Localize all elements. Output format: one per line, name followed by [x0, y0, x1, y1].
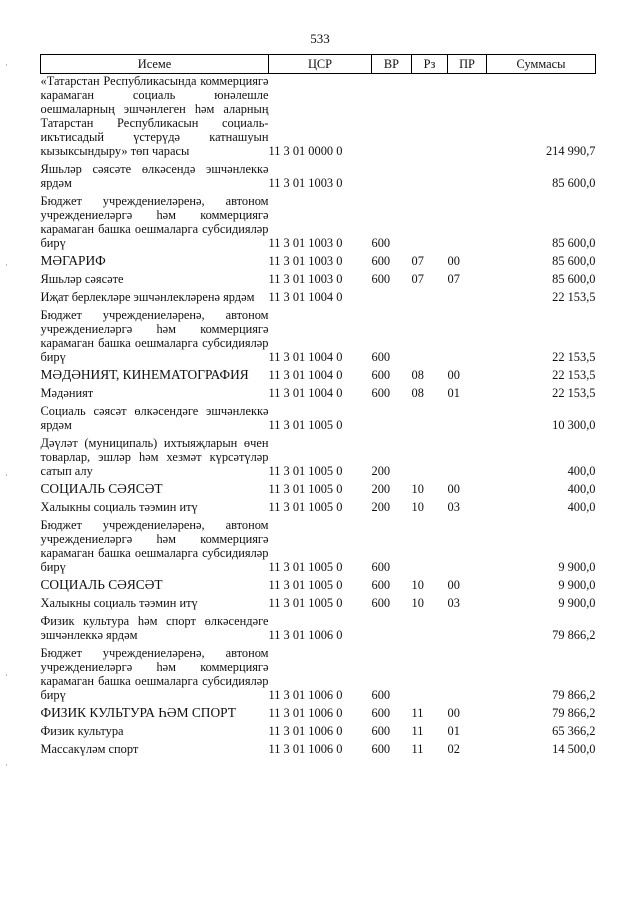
- table-row: [41, 518, 596, 578]
- cell-sum: 85 600,0: [552, 272, 596, 286]
- cell-name: Халыкны социаль тәэмин итү: [40, 500, 198, 514]
- cell-rz: 11: [411, 724, 424, 738]
- page-number: 533: [310, 31, 330, 46]
- cell-csr: 11 3 01 1004 0: [268, 290, 343, 304]
- table-row: [41, 368, 596, 386]
- cell-vr: 200: [371, 500, 391, 514]
- cell-sum: 400,0: [567, 500, 596, 514]
- table-row: [41, 74, 596, 163]
- cell-rz: 07: [411, 254, 424, 268]
- cell-vr: 600: [371, 596, 391, 610]
- cell-csr: 11 3 01 1005 0: [268, 560, 343, 574]
- cell-name: СОЦИАЛЬ СӘЯСӘТ: [40, 577, 163, 592]
- table-row: [41, 706, 596, 724]
- cell-sum: 85 600,0: [552, 236, 596, 250]
- cell-pr: 00: [447, 368, 460, 382]
- cell-sum: 79 866,2: [552, 706, 596, 720]
- table-row: [41, 386, 596, 404]
- cell-vr: 200: [371, 482, 391, 496]
- cell-csr: 11 3 01 1005 0: [268, 464, 343, 478]
- cell-vr: 600: [371, 386, 391, 400]
- table-row: [41, 404, 596, 436]
- cell-csr: 11 3 01 1005 0: [268, 418, 343, 432]
- cell-vr: [372, 74, 412, 163]
- column-header-pr: ПР: [448, 55, 487, 74]
- cell-vr: 600: [371, 272, 391, 286]
- cell-sum: 22 153,5: [552, 350, 596, 364]
- cell-name: Дәүләт (муниципаль) ихтыяҗларын өчен товарлар, эшләр һәм хезмәт күрсәтүләр сатып алу: [40, 436, 269, 478]
- column-header-csr: ЦСР: [269, 55, 372, 74]
- cell-rz: 07: [411, 272, 424, 286]
- cell-rz: 11: [411, 706, 424, 720]
- table-row: [41, 578, 596, 596]
- cell-pr: [448, 614, 487, 646]
- cell-sum: 10 300,0: [552, 418, 596, 432]
- cell-csr: 11 3 01 1004 0: [268, 350, 343, 364]
- cell-rz: [412, 518, 448, 578]
- table-row: [41, 742, 596, 760]
- table-row: [41, 596, 596, 614]
- table-row: [41, 724, 596, 742]
- cell-name: Мәдәният: [40, 386, 94, 400]
- cell-vr: 200: [371, 464, 391, 478]
- table-row: [41, 482, 596, 500]
- cell-name: МӘДӘНИЯТ, КИНЕМАТОГРАФИЯ: [40, 367, 249, 382]
- table-header: [41, 55, 596, 74]
- cell-csr: 11 3 01 1006 0: [268, 628, 343, 642]
- column-header-rz: Рз: [412, 55, 448, 74]
- column-header-vr: ВР: [372, 55, 412, 74]
- cell-sum: 214 990,7: [545, 144, 596, 158]
- cell-pr: 01: [447, 724, 460, 738]
- cell-rz: [412, 614, 448, 646]
- margin-mark: ·: [5, 60, 8, 70]
- cell-rz: [412, 404, 448, 436]
- table-row: [41, 614, 596, 646]
- cell-rz: 10: [411, 500, 424, 514]
- cell-sum: 85 600,0: [552, 254, 596, 268]
- cell-name: Яшьләр сәясәте: [40, 272, 124, 286]
- margin-mark: ·: [5, 260, 8, 270]
- cell-vr: 600: [371, 706, 391, 720]
- table-row: [41, 162, 596, 194]
- cell-csr: 11 3 01 1006 0: [268, 688, 343, 702]
- margin-mark: ·: [5, 470, 8, 480]
- margin-mark: ·: [5, 760, 8, 770]
- cell-name: «Татарстан Республикасында коммерциягә карамаган социаль юнәлешле оешмаларның эшчәнлеген һәм аларның Татарстан Республикасын социаль-икътисадый үстерүдә катнашуын кызыксындыру» төп чарасы: [40, 74, 269, 158]
- cell-rz: 10: [411, 578, 424, 592]
- cell-sum: 79 866,2: [552, 688, 596, 702]
- cell-csr: 11 3 01 0000 0: [268, 144, 343, 158]
- cell-rz: [412, 646, 448, 706]
- cell-name: Иҗат берлекләре эшчәнлекләренә ярдәм: [40, 290, 255, 304]
- cell-pr: 00: [447, 706, 460, 720]
- cell-vr: 600: [371, 724, 391, 738]
- cell-name: ФИЗИК КУЛЬТУРА ҺӘМ СПОРТ: [40, 705, 236, 720]
- cell-pr: 00: [447, 578, 460, 592]
- cell-csr: 11 3 01 1005 0: [268, 578, 343, 592]
- table-row: [41, 646, 596, 706]
- table-row: [41, 254, 596, 272]
- cell-rz: [412, 194, 448, 254]
- cell-sum: 65 366,2: [552, 724, 596, 738]
- column-header-name: Исеме: [41, 55, 269, 74]
- cell-vr: 600: [371, 742, 391, 756]
- cell-rz: [412, 436, 448, 482]
- cell-sum: 9 900,0: [558, 578, 596, 592]
- table-row: [41, 194, 596, 254]
- cell-pr: [448, 194, 487, 254]
- cell-rz: 08: [411, 368, 424, 382]
- cell-rz: [412, 290, 448, 308]
- cell-csr: 11 3 01 1004 0: [268, 386, 343, 400]
- cell-csr: 11 3 01 1003 0: [268, 236, 343, 250]
- cell-name: Бюджет учреждениеләренә, автоном учреждениеләргә һәм коммерциягә карамаган башка оешмаларга субсидияләр бирү: [40, 646, 269, 702]
- cell-name: Бюджет учреждениеләренә, автоном учреждениеләргә һәм коммерциягә карамаган башка оешмаларга субсидияләр бирү: [40, 308, 269, 364]
- cell-pr: [448, 290, 487, 308]
- margin-mark: ·: [5, 670, 8, 680]
- cell-csr: 11 3 01 1006 0: [268, 724, 343, 738]
- cell-name: Физик культура һәм спорт өлкәсендәге эшчәнлеккә ярдәм: [40, 614, 269, 642]
- cell-sum: 9 900,0: [558, 560, 596, 574]
- cell-name: Физик культура: [40, 724, 124, 738]
- cell-sum: 22 153,5: [552, 386, 596, 400]
- cell-sum: 400,0: [567, 482, 596, 496]
- cell-pr: [448, 436, 487, 482]
- cell-pr: [448, 404, 487, 436]
- cell-vr: 600: [371, 578, 391, 592]
- table-row: [41, 272, 596, 290]
- cell-pr: 01: [447, 386, 460, 400]
- table-row: [41, 290, 596, 308]
- cell-name: Халыкны социаль тәэмин итү: [40, 596, 198, 610]
- cell-vr: 600: [371, 688, 391, 702]
- cell-vr: [372, 290, 412, 308]
- cell-sum: 22 153,5: [552, 290, 596, 304]
- cell-rz: 11: [411, 742, 424, 756]
- cell-pr: 02: [447, 742, 460, 756]
- cell-sum: 9 900,0: [558, 596, 596, 610]
- cell-vr: 600: [371, 368, 391, 382]
- cell-pr: [448, 74, 487, 163]
- cell-rz: [412, 162, 448, 194]
- table-row: [41, 500, 596, 518]
- cell-csr: 11 3 01 1005 0: [268, 482, 343, 496]
- cell-pr: 00: [447, 482, 460, 496]
- cell-pr: [448, 646, 487, 706]
- cell-name: Социаль сәясәт өлкәсендәге эшчәнлеккә ярдәм: [40, 404, 269, 432]
- cell-vr: [372, 614, 412, 646]
- cell-rz: [412, 308, 448, 368]
- cell-rz: [412, 74, 448, 163]
- cell-sum: 85 600,0: [552, 176, 596, 190]
- table-row: [41, 436, 596, 482]
- cell-csr: 11 3 01 1003 0: [268, 272, 343, 286]
- cell-name: Массакүләм спорт: [40, 742, 139, 756]
- cell-pr: 00: [447, 254, 460, 268]
- cell-vr: 600: [371, 560, 391, 574]
- cell-sum: 400,0: [567, 464, 596, 478]
- cell-csr: 11 3 01 1006 0: [268, 706, 343, 720]
- cell-rz: 08: [411, 386, 424, 400]
- cell-csr: 11 3 01 1005 0: [268, 500, 343, 514]
- cell-name: Бюджет учреждениеләренә, автоном учреждениеләргә һәм коммерциягә карамаган башка оешмаларга субсидияләр бирү: [40, 518, 269, 574]
- cell-name: МӘГАРИФ: [40, 253, 106, 268]
- cell-pr: 07: [447, 272, 460, 286]
- cell-pr: [448, 518, 487, 578]
- cell-vr: 600: [371, 350, 391, 364]
- cell-vr: 600: [371, 254, 391, 268]
- cell-rz: 10: [411, 482, 424, 496]
- cell-name: Яшьләр сәясәте өлкәсендә эшчәнлеккә ярдәм: [40, 162, 269, 190]
- cell-vr: [372, 404, 412, 436]
- budget-table: [40, 54, 596, 760]
- table-body: [41, 74, 596, 761]
- cell-rz: 10: [411, 596, 424, 610]
- cell-pr: [448, 308, 487, 368]
- cell-name: СОЦИАЛЬ СӘЯСӘТ: [40, 481, 163, 496]
- cell-sum: 79 866,2: [552, 628, 596, 642]
- cell-csr: 11 3 01 1006 0: [268, 742, 343, 756]
- cell-csr: 11 3 01 1004 0: [268, 368, 343, 382]
- cell-pr: 03: [447, 500, 460, 514]
- cell-sum: 22 153,5: [552, 368, 596, 382]
- cell-vr: 600: [371, 236, 391, 250]
- cell-pr: [448, 162, 487, 194]
- table-row: [41, 308, 596, 368]
- cell-name: Бюджет учреждениеләренә, автоном учреждениеләргә һәм коммерциягә карамаган башка оешмаларга субсидияләр бирү: [40, 194, 269, 250]
- cell-sum: 14 500,0: [552, 742, 596, 756]
- cell-csr: 11 3 01 1003 0: [268, 176, 343, 190]
- cell-csr: 11 3 01 1005 0: [268, 596, 343, 610]
- column-header-sum: Суммасы: [487, 55, 596, 74]
- cell-csr: 11 3 01 1003 0: [268, 254, 343, 268]
- cell-vr: [372, 162, 412, 194]
- cell-pr: 03: [447, 596, 460, 610]
